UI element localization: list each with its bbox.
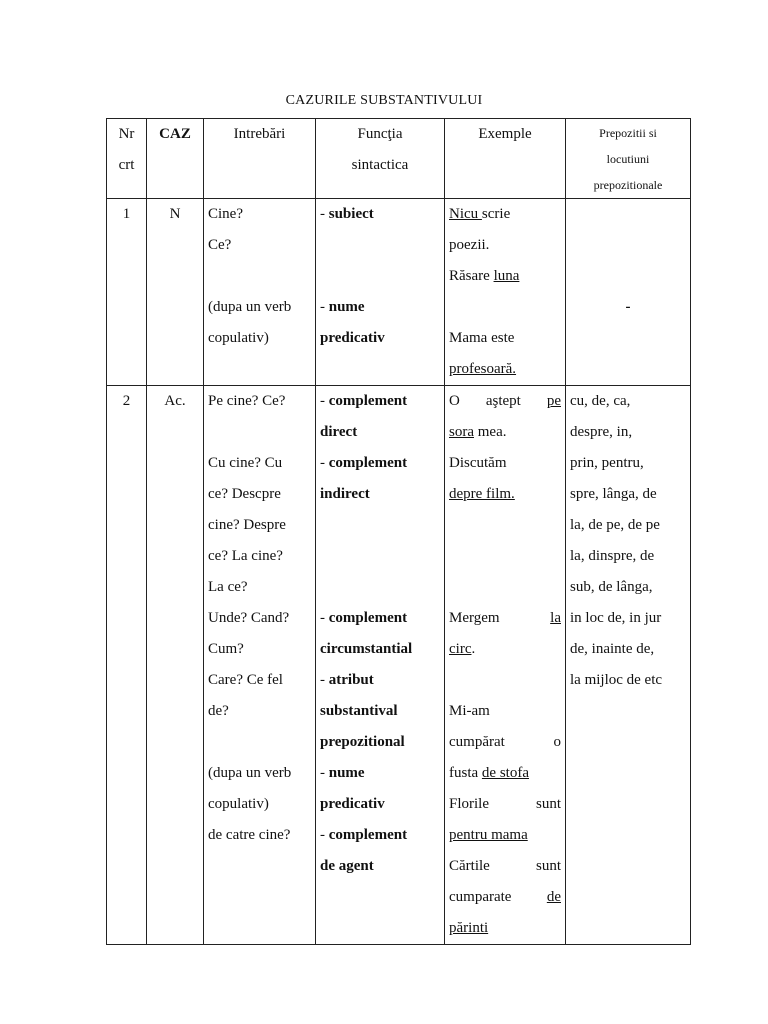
row1-intrebari: Cine? Ce? (dupa un verb copulativ) bbox=[204, 199, 316, 386]
row2-nr: 2 bbox=[107, 386, 147, 945]
header-caz: CAZ bbox=[147, 119, 204, 199]
header-prepozitii: Prepozitii si locutiuni prepozitionale bbox=[566, 119, 691, 199]
header-functia: Funcţia sintactica bbox=[316, 119, 445, 199]
row2-prepozitii: cu, de, ca, despre, in, prin, pentru, spre, lânga, de la, de pe, de pe la, dinspre, de sub, de lânga, in loc de, in jur de, inainte de, la mijloc de etc bbox=[566, 386, 691, 945]
document-title: CAZURILE SUBSTANTIVULUI bbox=[285, 93, 483, 108]
row1-caz: N bbox=[147, 199, 204, 386]
row2-intrebari: Pe cine? Ce? Cu cine? Cu ce? Descpre cine? Despre ce? La cine? La ce? Unde? Cand? Cum? Care? Ce fel de? (dupa un verb copulativ) de catre cine? bbox=[204, 386, 316, 945]
row1-prepozitii: - bbox=[566, 199, 691, 386]
row1-nr: 1 bbox=[107, 199, 147, 386]
header-exemple: Exemple bbox=[445, 119, 566, 199]
cases-table bbox=[106, 118, 691, 945]
table-row bbox=[107, 199, 691, 386]
row2-caz: Ac. bbox=[147, 386, 204, 945]
row2-functia: - complement direct - complement indirect - complement circumstantial - atribut substantival prepozitional - nume predicativ - complement de agent bbox=[316, 386, 445, 945]
header-row bbox=[107, 119, 691, 199]
header-intrebari: Intrebări bbox=[204, 119, 316, 199]
row2-exemple: O aştept pe sora mea. Discutăm depre film. Mergem la circ. Mi-am cumpărat o fusta de stofa Florile sunt pentru mama Cărtile sunt cumparate de părinti bbox=[445, 386, 566, 945]
row1-exemple: Nicu scrie poezii. Răsare luna Mama este profesoară. bbox=[445, 199, 566, 386]
header-nr: Nr crt bbox=[107, 119, 147, 199]
table-row bbox=[107, 386, 691, 945]
row1-functia: - subiect - nume predicativ bbox=[316, 199, 445, 386]
